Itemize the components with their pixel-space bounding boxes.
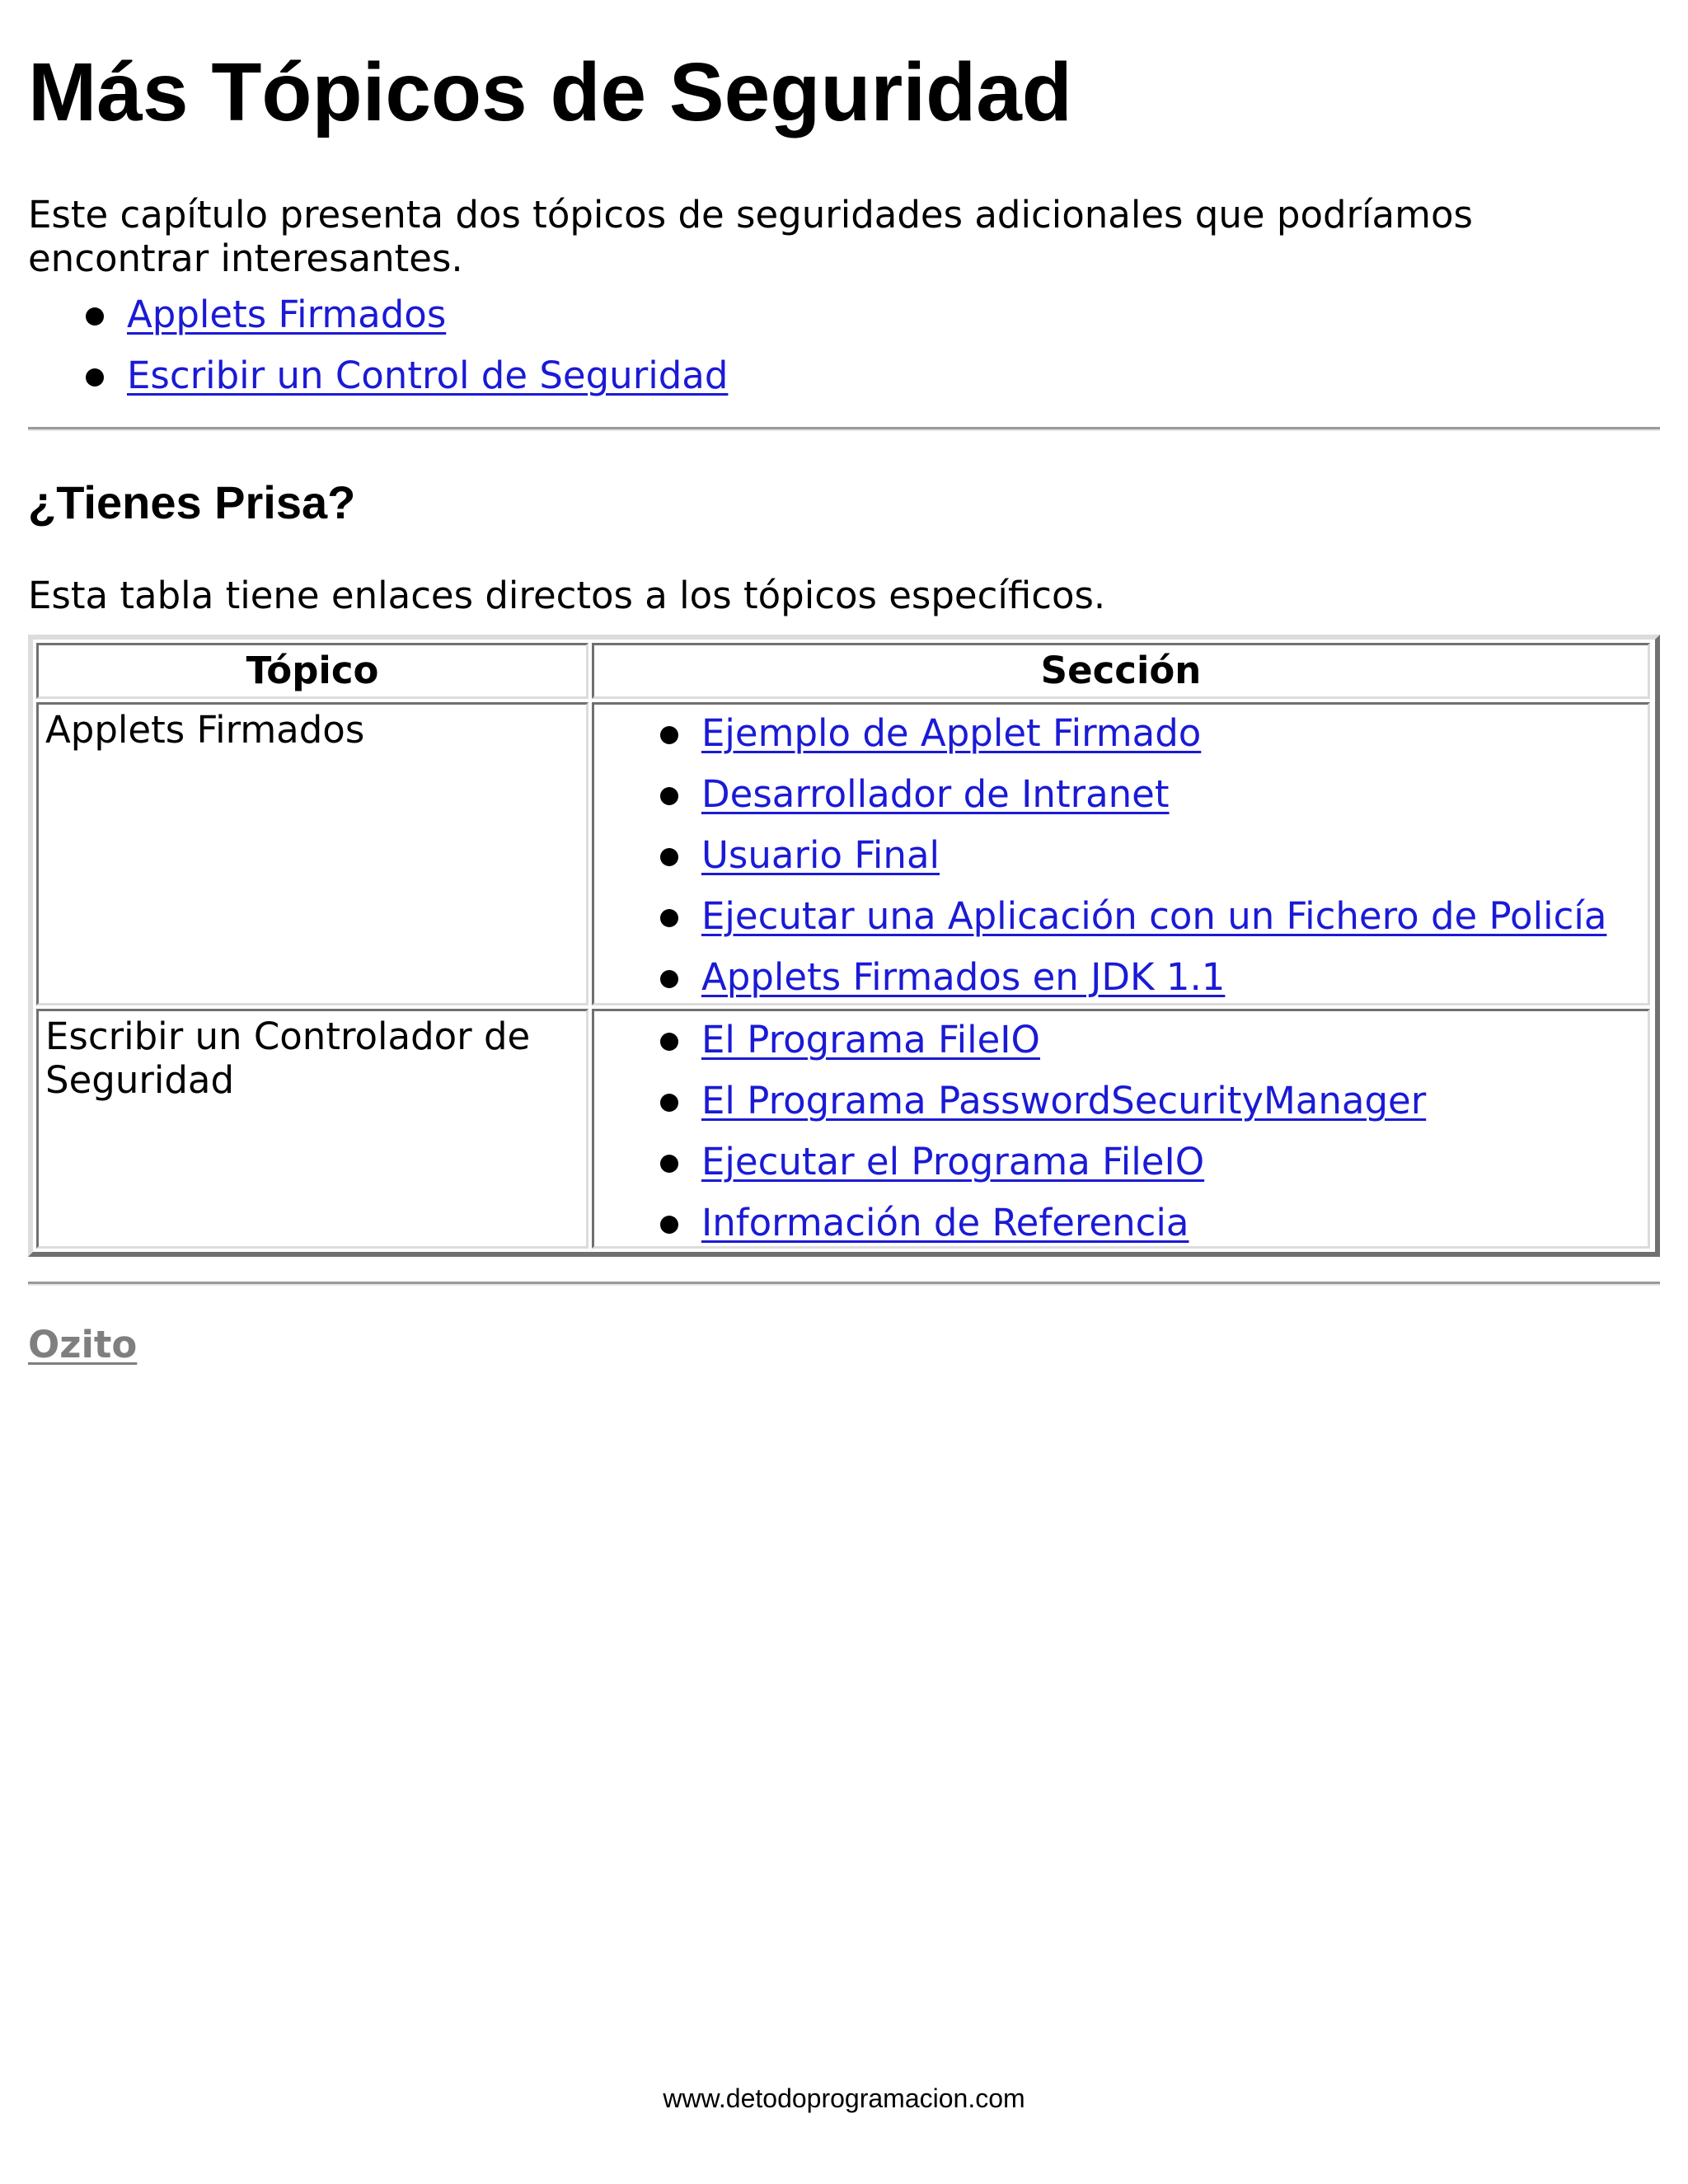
bullet-icon bbox=[660, 1094, 678, 1112]
table-header-topic: Tópico bbox=[36, 643, 588, 699]
bullet-icon bbox=[86, 307, 104, 326]
divider bbox=[28, 1282, 1660, 1286]
ozito-nav-link[interactable]: Ozito bbox=[28, 1323, 138, 1366]
link-ejecutar-programa-fileio[interactable]: Ejecutar el Programa FileIO bbox=[701, 1140, 1205, 1183]
section-heading: ¿Tienes Prisa? bbox=[28, 476, 356, 528]
bullet-icon bbox=[660, 1033, 678, 1051]
link-informacion-referencia[interactable]: Información de Referencia bbox=[701, 1201, 1189, 1244]
table-intro: Esta tabla tiene enlaces directos a los tópicos específicos. bbox=[28, 574, 1106, 617]
link-usuario-final[interactable]: Usuario Final bbox=[701, 833, 940, 877]
intro-link-list bbox=[86, 284, 728, 406]
link-desarrollador-intranet[interactable]: Desarrollador de Intranet bbox=[701, 772, 1170, 816]
bullet-icon bbox=[660, 1155, 678, 1173]
page-title: Más Tópicos de Seguridad bbox=[28, 46, 1072, 138]
link-applets-firmados[interactable]: Applets Firmados bbox=[127, 293, 447, 336]
bullet-icon bbox=[660, 970, 678, 988]
list-item bbox=[660, 1193, 1426, 1254]
list-item bbox=[660, 1071, 1426, 1132]
bullet-icon bbox=[660, 1216, 678, 1234]
list-item bbox=[660, 825, 1606, 886]
intro-paragraph: Este capítulo presenta dos tópicos de seguridades adicionales que podríamos encontrar interesantes. bbox=[28, 193, 1473, 280]
bullet-icon bbox=[660, 848, 678, 866]
list-item bbox=[660, 703, 1606, 764]
bullet-icon bbox=[660, 909, 678, 927]
link-ejecutar-aplicacion-policia[interactable]: Ejecutar una Aplicación con un Fichero de Policía bbox=[701, 894, 1607, 938]
list-item bbox=[86, 284, 728, 345]
topic-label: Applets Firmados bbox=[45, 708, 365, 752]
table-row-sections bbox=[592, 1009, 1650, 1249]
topics-table bbox=[28, 635, 1660, 1257]
list-item bbox=[660, 1132, 1426, 1193]
section-link-list bbox=[660, 1010, 1426, 1254]
bullet-icon bbox=[660, 787, 678, 805]
bullet-icon bbox=[660, 726, 678, 744]
topic-label: Escribir un Controlador de Seguridad bbox=[45, 1015, 531, 1102]
table-row-topic bbox=[36, 702, 588, 1005]
link-programa-passwordsecuritymanager[interactable]: El Programa PasswordSecurityManager bbox=[701, 1079, 1427, 1122]
list-item bbox=[660, 886, 1606, 947]
list-item bbox=[660, 947, 1606, 1008]
list-item bbox=[660, 764, 1606, 825]
link-applets-firmados-jdk[interactable]: Applets Firmados en JDK 1.1 bbox=[701, 955, 1226, 999]
list-item bbox=[660, 1010, 1426, 1071]
footer-url: www.detodoprogramacion.com bbox=[663, 2083, 1025, 2113]
link-escribir-control-seguridad[interactable]: Escribir un Control de Seguridad bbox=[127, 354, 729, 397]
link-programa-fileio[interactable]: El Programa FileIO bbox=[701, 1018, 1040, 1062]
table-row-sections bbox=[592, 702, 1650, 1005]
list-item bbox=[86, 345, 728, 406]
link-ejemplo-applet-firmado[interactable]: Ejemplo de Applet Firmado bbox=[701, 711, 1202, 755]
bullet-icon bbox=[86, 368, 104, 387]
section-link-list bbox=[660, 703, 1606, 1008]
divider bbox=[28, 427, 1660, 431]
table-row-topic bbox=[36, 1009, 588, 1249]
table-header-section: Sección bbox=[592, 643, 1650, 699]
